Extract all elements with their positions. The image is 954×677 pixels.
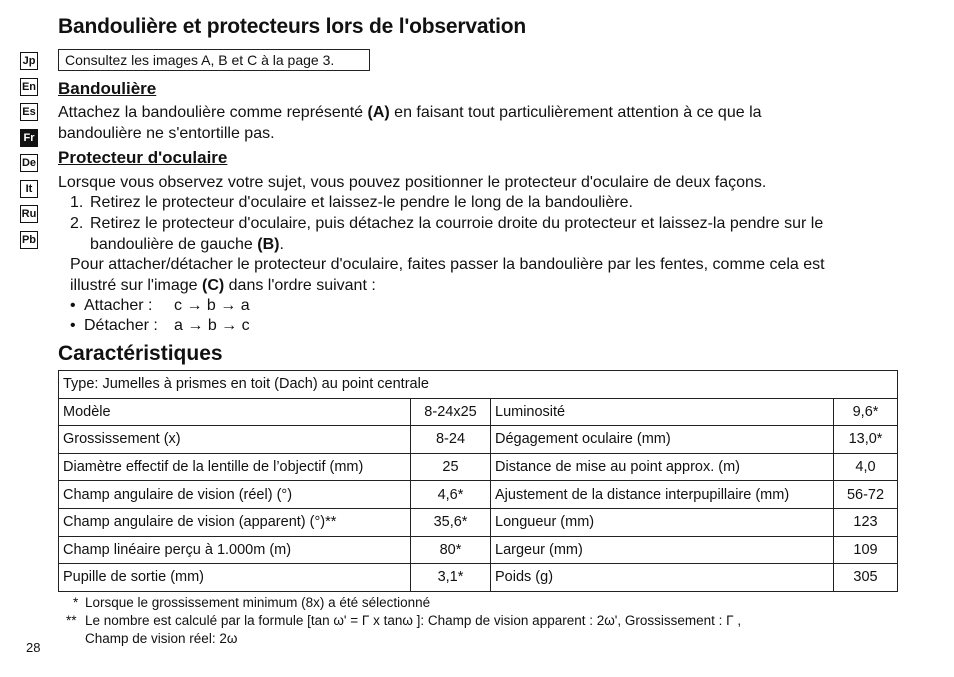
spec-value: 109: [834, 536, 898, 564]
seq-item: c: [174, 297, 182, 314]
footnote-2-mark: **: [66, 613, 77, 628]
footnote-2-line2: Champ de vision réel: 2ω: [85, 631, 238, 646]
lang-tab-jp[interactable]: Jp: [20, 52, 38, 70]
attach-bullet: •: [70, 297, 76, 314]
spec-label: Diamètre effectif de la lentille de l’objectif (mm): [59, 453, 411, 481]
seq-item: c: [241, 317, 250, 334]
arrow-right-icon: →: [187, 317, 204, 334]
eyepiece-heading: Protecteur d'oculaire: [58, 148, 228, 167]
spec-row: [59, 481, 898, 509]
spec-label: Dégagement oculaire (mm): [491, 426, 834, 454]
spec-row: [59, 536, 898, 564]
strap-heading: Bandoulière: [58, 79, 157, 98]
lang-tab-en[interactable]: En: [20, 78, 38, 96]
step-2-line2: bandoulière de gauche: [90, 235, 258, 253]
step-2-number: 2.: [70, 215, 84, 232]
arrow-right-icon: →: [186, 297, 203, 314]
type-row: [59, 371, 898, 399]
spec-value: 35,6*: [411, 508, 491, 536]
detach-sequence: [174, 316, 250, 337]
spec-row: [59, 398, 898, 426]
step-2-line1: Retirez le protecteur d'oculaire, puis détachez la courroie droite du protecteur et laissez-la pendre sur le: [90, 215, 824, 232]
spec-value: 8-24: [411, 426, 491, 454]
spec-value: 123: [834, 508, 898, 536]
strap-text-part: Attachez la bandoulière comme représenté: [58, 104, 368, 121]
ref-b: (B): [257, 235, 280, 253]
step-2-period: .: [279, 235, 284, 253]
spec-value: 4,6*: [411, 481, 491, 509]
spec-row: [59, 426, 898, 454]
spec-label: Poids (g): [491, 564, 834, 592]
spec-value: 8-24x25: [411, 398, 491, 426]
seq-item: b: [206, 297, 216, 314]
spec-value: 25: [411, 453, 491, 481]
features-heading: Caractéristiques: [58, 342, 223, 365]
attach-label: Attacher :: [84, 297, 153, 314]
spec-label: Grossissement (x): [59, 426, 411, 454]
seq-item: a: [174, 317, 183, 334]
arrow-right-icon: →: [221, 317, 238, 334]
spec-value: 9,6*: [834, 398, 898, 426]
step-1-number: 1.: [70, 194, 84, 211]
specs-table: [58, 370, 898, 592]
lang-tab-pb[interactable]: Pb: [20, 231, 38, 249]
spec-label: Longueur (mm): [491, 508, 834, 536]
spec-row: [59, 453, 898, 481]
step-2-text: [90, 214, 910, 255]
spec-label: Modèle: [59, 398, 411, 426]
detach-label: Détacher :: [84, 317, 158, 334]
spec-value: 13,0*: [834, 426, 898, 454]
footnote-1-mark: *: [73, 595, 79, 610]
spec-label: Luminosité: [491, 398, 834, 426]
attach-sequence: [174, 296, 250, 317]
spec-label: Distance de mise au point approx. (m): [491, 453, 834, 481]
spec-row: [59, 508, 898, 536]
spec-value: 4,0: [834, 453, 898, 481]
spec-label: Largeur (mm): [491, 536, 834, 564]
ref-a: (A): [367, 104, 390, 121]
spec-value: 80*: [411, 536, 491, 564]
footnote-1: Lorsque le grossissement minimum (8x) a été sélectionné: [85, 595, 431, 610]
spec-label: Champ angulaire de vision (apparent) (°)**: [59, 508, 411, 536]
strap-text-part: en faisant tout particulièrement attention à ce que la: [389, 104, 762, 121]
spec-value: 305: [834, 564, 898, 592]
spec-value: 56-72: [834, 481, 898, 509]
strap-text: [58, 103, 908, 144]
spec-label: Ajustement de la distance interpupillaire (mm): [491, 481, 834, 509]
lang-tab-de[interactable]: De: [20, 154, 38, 172]
lang-tab-ru[interactable]: Ru: [20, 205, 38, 223]
ref-c: (C): [201, 276, 225, 294]
spec-label: Champ linéaire perçu à 1.000m (m): [59, 536, 411, 564]
footnote-2-line1: Le nombre est calculé par la formule [tan ω' = Γ x tanω ]: Champ de vision apparent : 2ω', Grossissement : Γ ,: [85, 613, 742, 628]
step-1-text: Retirez le protecteur d'oculaire et laissez-le pendre le long de la bandoulière.: [90, 194, 633, 211]
footnote-2: [85, 612, 885, 648]
lang-tab-fr[interactable]: Fr: [20, 129, 38, 147]
spec-row: [59, 564, 898, 592]
seq-item: a: [240, 297, 250, 314]
attach-line2: illustré sur l'image: [70, 276, 202, 294]
image-reference-note: Consultez les images A, B et C à la page 3.: [58, 49, 370, 71]
attach-line2-end: dans l'ordre suivant :: [224, 276, 376, 294]
lang-tab-it[interactable]: It: [20, 180, 38, 198]
arrow-right-icon: →: [220, 297, 237, 314]
seq-item: b: [207, 317, 217, 334]
attach-line1: Pour attacher/détacher le protecteur d'oculaire, faites passer la bandoulière par les fentes, comme cela est: [70, 256, 825, 273]
page-number: 28: [26, 640, 41, 655]
spec-label: Champ angulaire de vision (réel) (°): [59, 481, 411, 509]
lang-tab-es[interactable]: Es: [20, 103, 38, 121]
detach-bullet: •: [70, 317, 76, 334]
attach-instructions: [70, 255, 910, 296]
eyepiece-intro: Lorsque vous observez votre sujet, vous pouvez positionner le protecteur d'oculaire de deux façons.: [58, 174, 767, 191]
strap-text-line2: bandoulière ne s'entortille pas.: [58, 124, 275, 142]
spec-value: 3,1*: [411, 564, 491, 592]
spec-label: Pupille de sortie (mm): [59, 564, 411, 592]
type-cell: Type: Jumelles à prismes en toit (Dach) au point centrale: [59, 371, 898, 399]
page-title: Bandoulière et protecteurs lors de l'observation: [58, 15, 527, 38]
